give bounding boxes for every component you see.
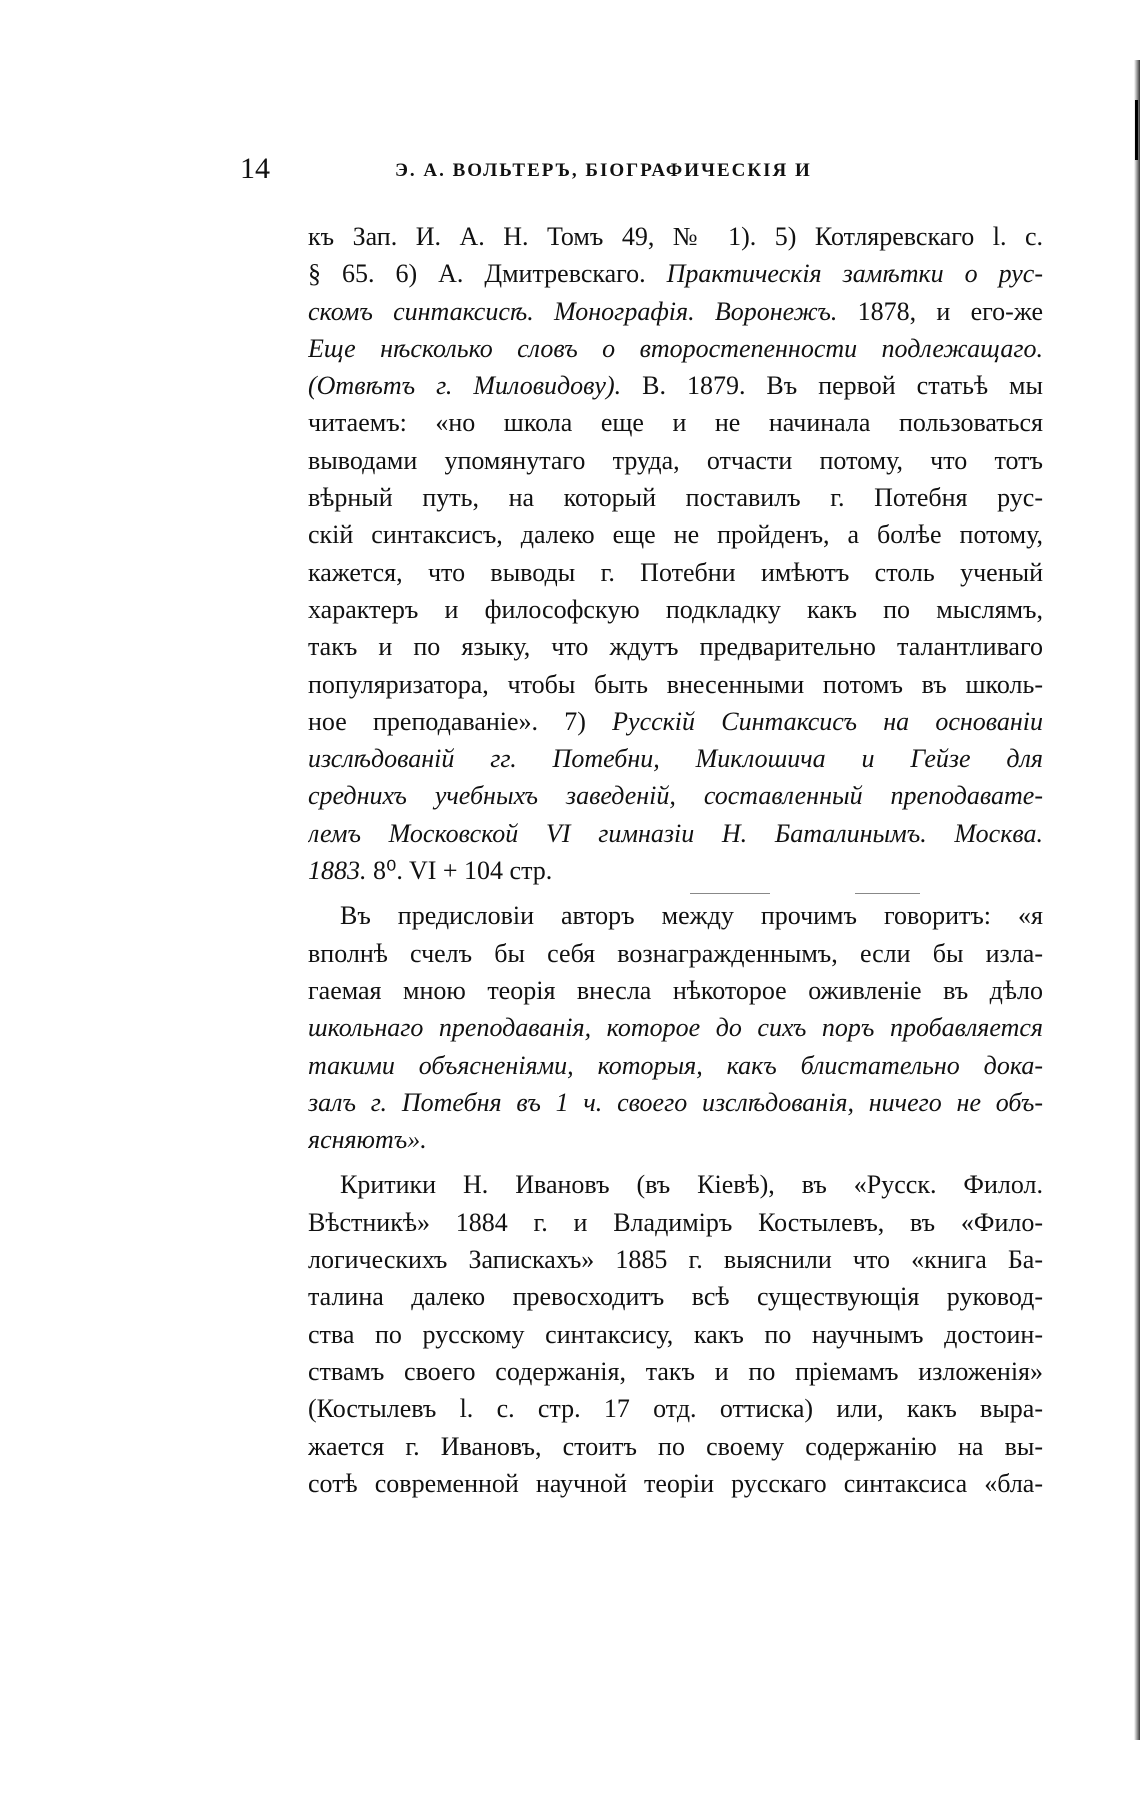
text-line: такими объясненіями, которыя, какъ блистательно дока- [308, 1050, 1043, 1080]
page-edge-mark [1135, 100, 1138, 160]
text-line: жается г. Ивановъ, стоитъ по своему содержанію на вы- [308, 1431, 1043, 1461]
text-line: къ Зап. И. А. Н. Томъ 49, № 1). 5) Котляревскаго l. с. [308, 222, 1043, 251]
scan-artifact-dash [690, 893, 770, 894]
text-line: вѣрный путь, на который поставилъ г. Потебня рус- [308, 483, 1043, 513]
page-number: 14 [240, 152, 270, 185]
text-line: такъ и по языку, что ждутъ предварительно талантливаго [308, 632, 1043, 662]
text-line: ное преподаваніе». 7) Русскій Синтаксисъ на основаніи [308, 706, 1043, 736]
text-line: вполнѣ счелъ бы себя вознагражденнымъ, если бы изла- [308, 938, 1043, 968]
text-line: скомъ синтаксисѣ. Монографія. Воронежъ. 1878, и его-же [308, 296, 1043, 326]
text-line: талина далеко превосходитъ всѣ существующія руковод- [308, 1282, 1043, 1312]
scan-artifact-dash [855, 893, 920, 894]
text-line: § 65. 6) А. Дмитревскаго. Практическія замѣтки о рус- [308, 259, 1043, 289]
text-line: гаемая мною теорія внесла нѣкоторое оживленіе въ дѣло [308, 975, 1043, 1005]
text-line: школьнаго преподаванія, которое до сихъ поръ пробавляется [308, 1013, 1043, 1043]
running-head: Э. А. ВОЛЬТЕРЪ, БІОГРАФИЧЕСКІЯ И [395, 160, 812, 181]
text-line: читаемъ: «но школа еще и не начинала пользоваться [308, 408, 1043, 438]
text-line: Вѣстникѣ» 1884 г. и Владиміръ Костылевъ, въ «Фило- [308, 1207, 1043, 1237]
text-line: 1883. 8⁰. VI + 104 стр. [308, 856, 553, 886]
text-line: (Отвѣтъ г. Миловидову). В. 1879. Въ первой статьѣ мы [308, 371, 1043, 401]
text-line: популяризатора, чтобы быть внесенными потомъ въ школь- [308, 669, 1043, 699]
text-line: залъ г. Потебня въ 1 ч. своего изслѣдованія, ничего не объ- [308, 1087, 1043, 1117]
text-line: сотѣ современной научной теоріи русскаго синтаксиса «бла- [308, 1468, 1043, 1498]
text-line: Критики Н. Ивановъ (въ Кіевѣ), въ «Русск. Филол. [340, 1170, 1043, 1200]
text-line: изслѣдованій гг. Потебни, Миклошича и Гейзе для [308, 744, 1043, 774]
text-line: ясняютъ». [308, 1125, 427, 1155]
text-line: Въ предисловіи авторъ между прочимъ говоритъ: «я [340, 901, 1043, 931]
text-line: ствамъ своего содержанія, такъ и по пріемамъ изложенія» [308, 1356, 1043, 1386]
body-text [308, 218, 1043, 1502]
text-line: скій синтаксисъ, далеко еще не пройденъ, а болѣе потому, [308, 520, 1043, 550]
text-line: логическихъ Запискахъ» 1885 г. выяснили что «книга Ба- [308, 1245, 1043, 1275]
text-line: среднихъ учебныхъ заведеній, составленный преподавате- [308, 781, 1043, 811]
text-line: кажется, что выводы г. Потебни имѣютъ столь ученый [308, 557, 1043, 587]
text-line: лемъ Московской VI гимназіи Н. Баталинымъ. Москва. [308, 818, 1043, 848]
text-line: Еще нѣсколько словъ о второстепенности подлежащаго. [308, 333, 1043, 363]
text-line: характеръ и философскую подкладку какъ по мыслямъ, [308, 594, 1043, 624]
text-line: ства по русскому синтаксису, какъ по научнымъ достоин- [308, 1319, 1043, 1349]
page-edge-shadow [1134, 60, 1140, 1740]
text-line: выводами упомянутаго труда, отчасти потому, что тотъ [308, 445, 1043, 475]
text-line: (Костылевъ l. с. стр. 17 отд. оттиска) или, какъ выра- [308, 1394, 1043, 1424]
page-header [240, 152, 1040, 192]
